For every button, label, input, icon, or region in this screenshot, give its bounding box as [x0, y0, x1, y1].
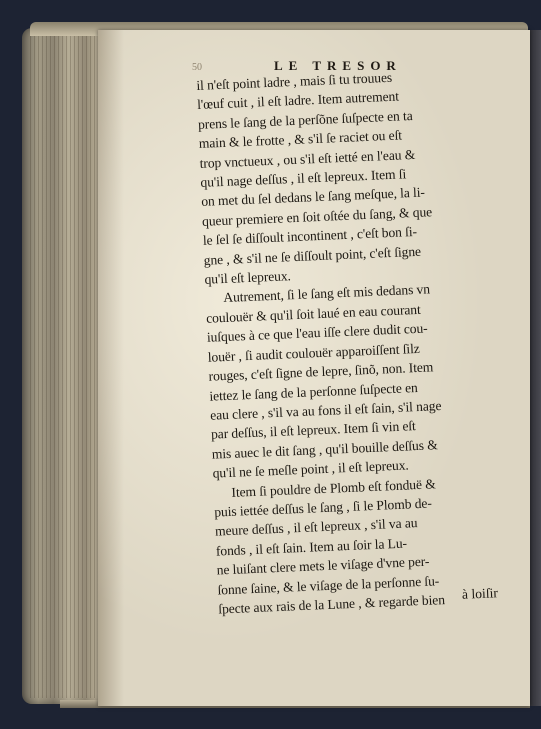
page-text-block — [196, 63, 520, 619]
text-line: Autrement, ſi le ſang eſt mis dedans vn — [223, 281, 431, 306]
text-line: gne , & s'il ne ſe diſſoult point, c'eſt ſigne — [203, 243, 422, 268]
text-line: fonds , il eſt ſain. Item au ſoir la Lu- — [215, 535, 408, 559]
page-block-lines — [30, 34, 105, 698]
text-line: main & le frotte , & s'il ſe raciet ou eſt — [198, 127, 403, 152]
running-title: LE TRESOR — [274, 58, 402, 73]
text-line: meure deſſus , il eſt lepreux , s'il va au — [214, 515, 418, 539]
catchword: à loiſir — [461, 585, 499, 602]
text-line: le ſel ſe diſſoult incontinent , c'eſt bon ſi- — [202, 224, 418, 249]
text-line: ſonne ſaine, & le viſage de la perſonne ſu- — [217, 572, 440, 598]
page-number: 50 — [192, 62, 202, 73]
text-line: qu'il nage deſſus , il eſt lepreux. Item ſi — [200, 166, 407, 190]
text-line: iettez le ſang de la perſonne ſuſpecte en — [209, 379, 418, 404]
text-line: il n'eſt point ladre , mais ſi tu trouues — [196, 69, 393, 93]
text-line: par deſſus, il eſt lepreux. Item ſi vin eſt — [210, 418, 417, 442]
text-line: rouges, c'eſt ſigne de lepre, ſinõ, non. Item — [208, 359, 434, 384]
text-line: queur premiere en ſoit oſtée du ſang, & que — [201, 204, 433, 229]
text-line: iuſques à ce que l'eau iſſe clere dudit cou- — [206, 320, 428, 346]
text-line: eau clere , s'il va au fons il eſt ſain, s'il nage — [209, 397, 442, 423]
text-line: qu'il eſt lepreux. — [204, 268, 292, 287]
text-line: qu'il ne ſe meſle point , il eſt lepreux. — [212, 457, 409, 481]
text-line: prens le ſang de la perſõne ſuſpecte en ta — [197, 107, 413, 132]
text-line: louër , ſi audit coulouër apparoiſſent ſilz — [207, 340, 420, 365]
text-line: trop vnctueux , ou s'il eſt ietté en l'eau & — [199, 146, 416, 171]
text-line: ne luiſant clere mets le viſage d'vne per- — [216, 553, 430, 578]
text-line: puis iettée deſſus le ſang , ſi le Plomb de- — [213, 495, 432, 520]
text-line: coulouër & qu'il ſoit laué en eau courant — [205, 301, 421, 326]
text-line: l'œuf cuit , il eſt ladre. Item autrement — [196, 88, 400, 113]
text-line: Item ſi pouldre de Plomb eſt fonduë & — [231, 475, 436, 500]
text-line: mis auec le dit ſang , qu'il bouille deſſus & — [211, 436, 438, 462]
text-line: on met du ſel dedans le ſang meſque, la li- — [200, 184, 426, 210]
text-line: ſpecte aux rais de la Lune , & regarde bien — [218, 592, 446, 617]
